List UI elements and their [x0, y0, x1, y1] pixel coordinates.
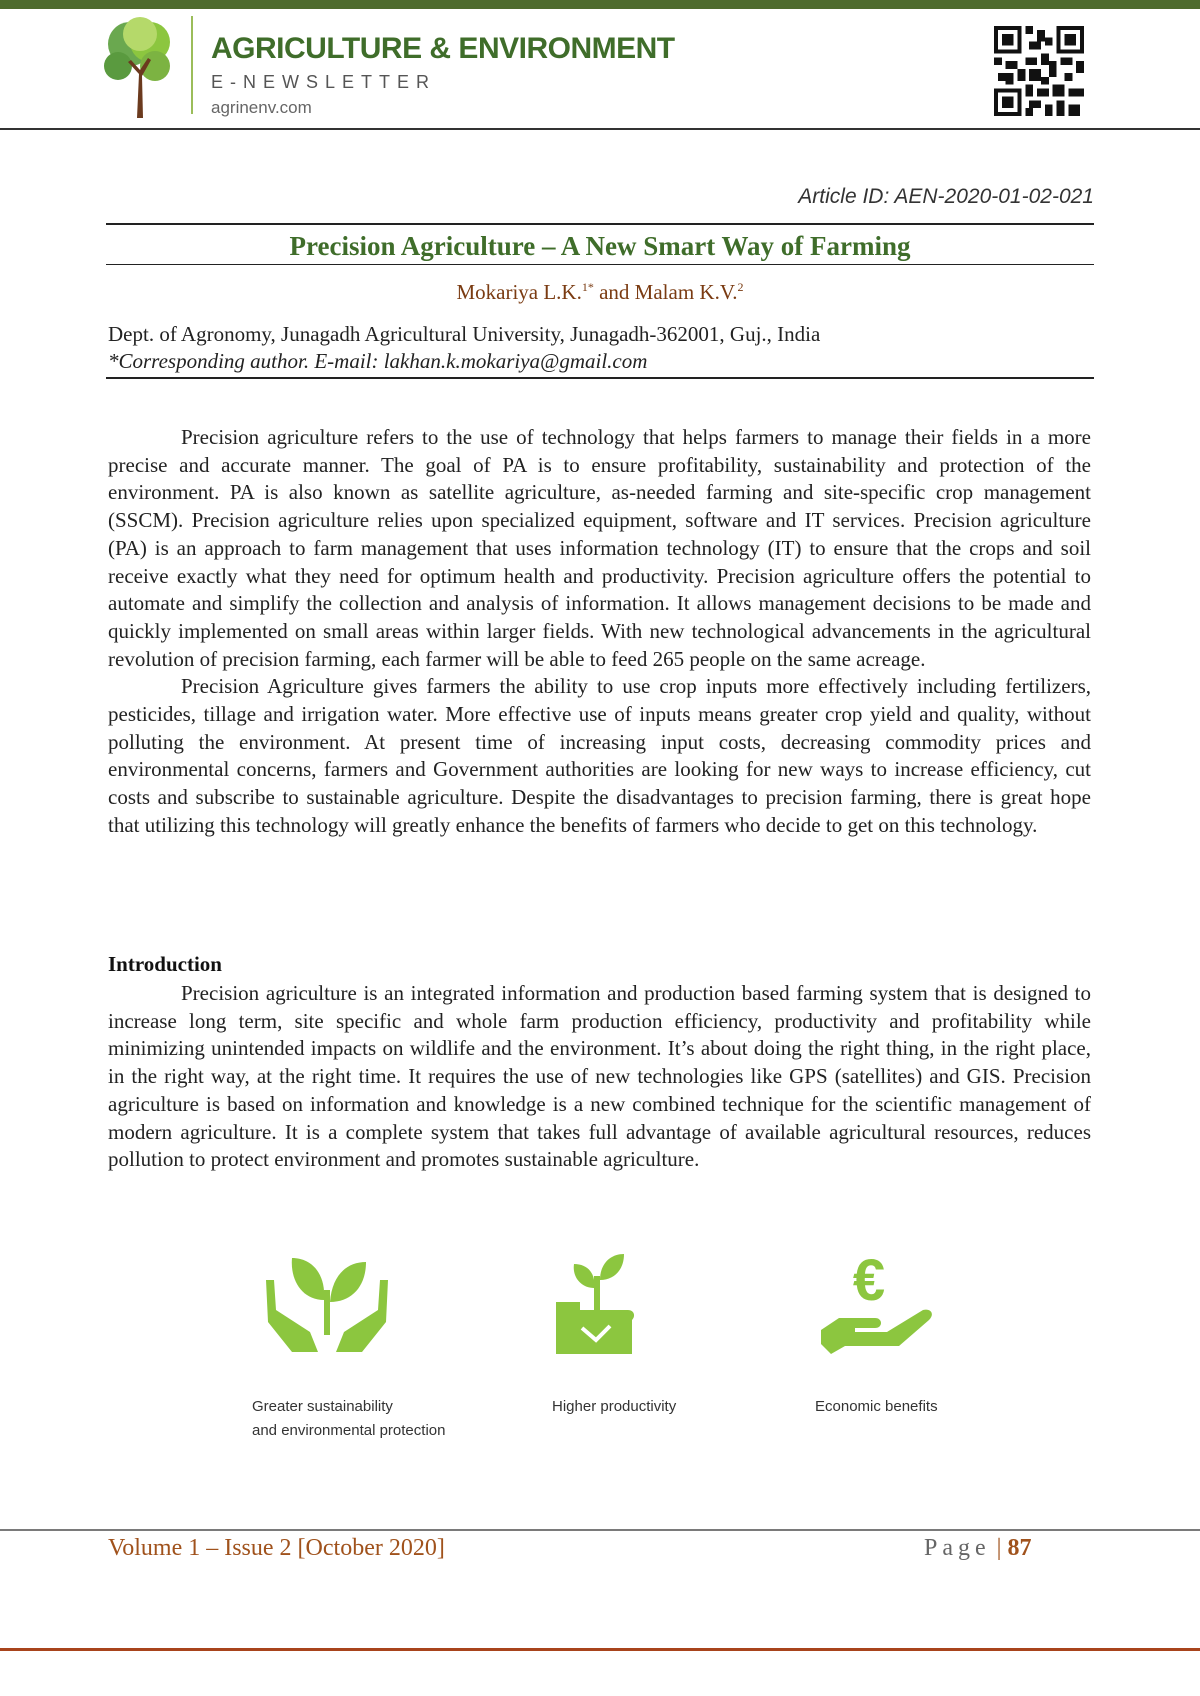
feature-label	[815, 1395, 938, 1419]
top-accent-bar	[0, 0, 1200, 9]
corresponding-author: *Corresponding author. E-mail: lakhan.k.mokariya@gmail.com	[108, 349, 648, 373]
body-paragraph: Precision agriculture refers to the use of technology that helps farmers to manage their fields in a more precise and accurate manner. The goal of PA is to ensure profitability, sustainability and protection of the environment. PA is also known as satellite agriculture, as-needed farming and site-specific crop management (SSCM). Precision agriculture relies upon specialized equipment, software and IT services. Precision agriculture (PA) is an approach to farm management that uses information technology (IT) to ensure that the crops and soil receive exactly what they need for optimum health and productivity. Precision agriculture offers the potential to automate and simplify the collection and analysis of information. It allows management decisions to be made and quickly implemented on small areas within larger fields. With new technological advancements in the agricultural revolution of precision farming, each farmer will be able to feed 265 people on the same acreage.	[108, 425, 1091, 671]
title-top-rule	[106, 223, 1094, 225]
tree-logo-icon	[100, 14, 180, 118]
sprout-in-hand-icon	[552, 1248, 642, 1358]
logo-divider	[191, 16, 193, 114]
body-paragraph: Precision Agriculture gives farmers the ability to use crop inputs more effectively including fertilizers, pesticides, tillage and irrigation water. More effective use of inputs means greater crop yield and quality, without polluting the environment. At present time of increasing input costs, decreasing commodity prices and environmental concerns, farmers and Government authorities are looking for new ways to increase efficiency, cut costs and subscribe to sustainable agriculture. Despite the disadvantages to precision farming, there is great hope that utilizing this technology will greatly enhance the benefits of farmers who decide to get on this technology.	[108, 674, 1091, 837]
header-divider	[0, 128, 1200, 130]
brand-url[interactable]: agrinenv.com	[211, 98, 312, 117]
euro-in-hand-icon	[815, 1248, 935, 1358]
page-number: 87	[1007, 1535, 1032, 1561]
feature-label-line: Higher productivity	[552, 1398, 677, 1415]
svg-text:€: €	[852, 1248, 886, 1313]
article-id: Article ID: AEN-2020-01-02-021	[798, 185, 1094, 208]
section-heading-introduction: Introduction	[108, 952, 222, 976]
body-paragraph: Precision agriculture is an integrated information and production based farming system that is designed to increase long term, site specific and whole farm production efficiency, productivity and profitability while minimizing unintended impacts on wildlife and the environment. It’s about doing the right thing, in the right place, in the right way, at the right time. It requires the use of new technologies like GPS (satellites) and GIS. Precision agriculture is based on information and knowledge is a new combined technique for the scientific management of modern agriculture. It is a complete system that takes full advantage of available agricultural resources, reduces pollution to protect environment and promotes sustainable agriculture.	[108, 981, 1091, 1172]
author-name: Mokariya L.K.	[456, 280, 582, 304]
article-title: Precision Agriculture – A New Smart Way of Farming	[289, 231, 911, 261]
feature-label-line: Greater sustainability	[252, 1398, 393, 1415]
qr-code-icon	[993, 26, 1085, 116]
author-separator: and	[593, 280, 635, 304]
abstract-body	[108, 424, 1091, 840]
page-separator: |	[990, 1535, 1008, 1561]
feature-label-line: Economic benefits	[815, 1398, 938, 1415]
page-indicator	[924, 1535, 1031, 1562]
plant-in-hands-icon	[262, 1240, 392, 1355]
brand-subtitle: E-NEWSLETTER	[211, 72, 437, 92]
page-label: Page	[924, 1535, 991, 1561]
footer-divider	[0, 1529, 1200, 1531]
feature-sustainability	[252, 1240, 446, 1439]
issue-info: Volume 1 – Issue 2 [October 2020]	[108, 1535, 445, 1561]
brand-title: AGRICULTURE & ENVIRONMENT	[211, 32, 675, 65]
author-name: Malam K.V.	[634, 280, 738, 304]
introduction-body	[108, 980, 1091, 1174]
header-block-bottom-rule	[106, 377, 1094, 379]
feature-label	[552, 1395, 676, 1419]
bottom-accent-rule	[0, 1648, 1200, 1651]
author-affiliation-marker: 2	[737, 280, 744, 294]
feature-productivity	[552, 1248, 677, 1415]
affiliation: Dept. of Agronomy, Junagadh Agricultural University, Junagadh-362001, Guj., India	[108, 322, 821, 346]
feature-label-line: and environmental protection	[252, 1422, 446, 1439]
author-list	[106, 280, 1094, 305]
author-affiliation-marker: 1*	[581, 280, 594, 294]
title-bottom-rule	[106, 264, 1094, 265]
feature-economic	[815, 1248, 938, 1415]
feature-label	[252, 1395, 445, 1443]
